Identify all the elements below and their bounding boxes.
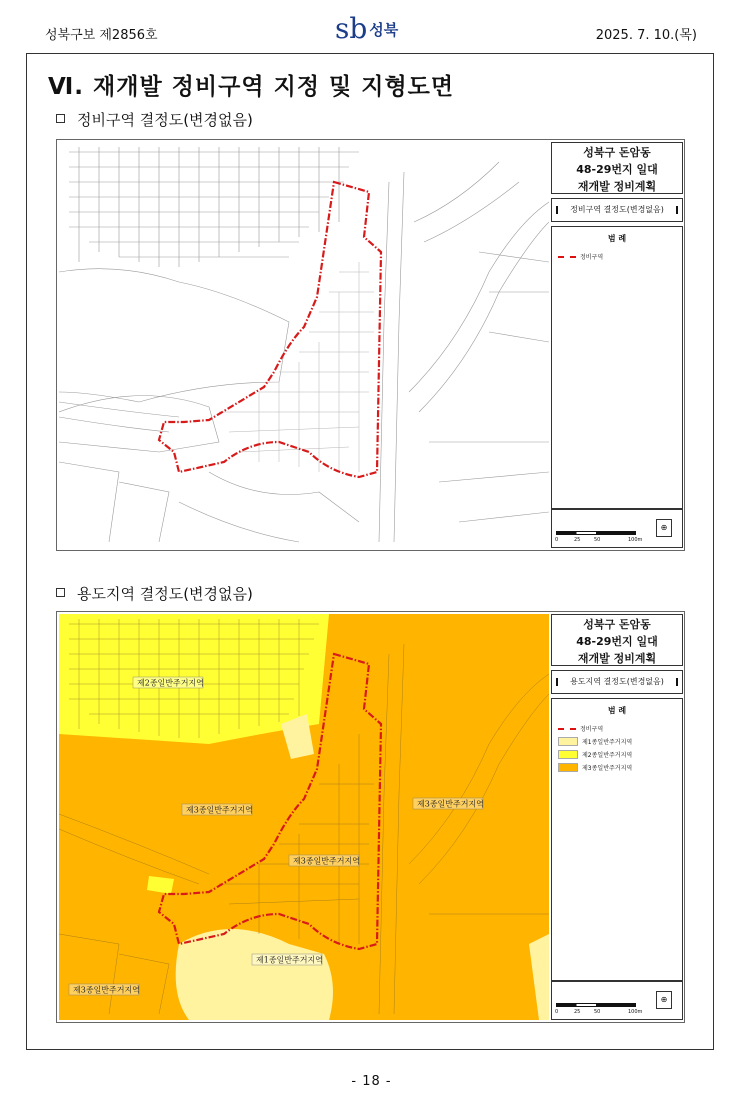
legend-header: 범 례 [607,706,627,715]
logo-text: 성북 [369,20,399,39]
map2-panel-title [551,614,683,666]
legend-label: 제2종일반주거지역 [582,752,633,759]
scale-bar [556,531,636,535]
map1-heading-text: 정비구역 결정도(변경없음) [77,111,253,129]
square-bullet-icon [56,114,65,123]
map-zoning-boundary [56,139,685,551]
panel-title-line: 성북구 돈암동 [583,146,651,159]
panel-title-line: 성북구 돈암동 [583,618,651,631]
map-land-use [56,611,685,1023]
color-swatch [558,763,578,772]
legend-label: 정비구역 [580,726,604,733]
map2-panel-name: 용도지역 결정도(변경없음) [551,670,683,694]
scale-bar [556,1003,636,1007]
scale-label: 25 [574,537,581,543]
map2-legend [551,698,683,982]
map2-plot [59,614,549,1020]
page-number: - 18 - [351,1074,392,1089]
legend-item-type3 [558,761,682,774]
legend-header: 범 례 [607,234,627,243]
map2-scale-box [551,980,683,1020]
map1-info-panel [551,142,683,548]
map1-scale-box [551,508,683,548]
panel-title-line: 재개발 정비계획 [577,180,657,193]
legend-label: 제3종일반주거지역 [582,765,633,772]
zone-label: 제1종일반주거지역 [256,955,323,965]
legend-item-type2 [558,748,682,761]
scale-label: 100m [628,537,643,543]
legend-item-boundary [558,722,682,735]
square-bullet-icon [56,588,65,597]
seongbuk-logo [335,14,398,44]
map1-panel-name: 정비구역 결정도(변경없음) [551,198,683,222]
map2-info-panel [551,614,683,1020]
zone-label: 제3종일반주거지역 [73,985,140,995]
legend-label: 정비구역 [580,254,604,261]
map1-heading [56,109,253,130]
dashed-line-swatch [558,256,576,258]
zone-label: 제3종일반주거지역 [417,799,484,809]
zone-label: 제3종일반주거지역 [186,805,253,815]
scale-label: 0 [555,537,559,543]
scale-label: 100m [628,1009,643,1015]
scale-label: 25 [574,1009,581,1015]
scale-label: 50 [594,537,601,543]
legend-item-type1 [558,735,682,748]
north-arrow-icon: ⊕ [656,519,672,537]
dashed-line-swatch [558,728,576,730]
panel-title-line: 48-29번지 일대 [576,163,658,176]
bulletin-issue: 성북구보 제2856호 [45,28,158,43]
issue-date: 2025. 7. 10.(목) [595,28,697,43]
page-title: Ⅵ. 재개발 정비구역 지정 및 지형도면 [48,74,455,100]
map2-heading [56,583,253,604]
north-arrow-icon: ⊕ [656,991,672,1009]
color-swatch [558,737,578,746]
color-swatch [558,750,578,759]
zone-label: 제2종일반주거지역 [137,678,204,688]
panel-title-line: 재개발 정비계획 [577,652,657,665]
map1-panel-title [551,142,683,194]
map1-plot [59,142,549,548]
legend-item-boundary [558,250,682,263]
scale-label: 0 [555,1009,559,1015]
legend-label: 제1종일반주거지역 [582,739,633,746]
panel-title-line: 48-29번지 일대 [576,635,658,648]
zone-label: 제3종일반주거지역 [293,856,360,866]
logo-mark: sb [335,12,368,45]
map1-legend [551,226,683,510]
scale-label: 50 [594,1009,601,1015]
map2-heading-text: 용도지역 결정도(변경없음) [77,585,253,603]
